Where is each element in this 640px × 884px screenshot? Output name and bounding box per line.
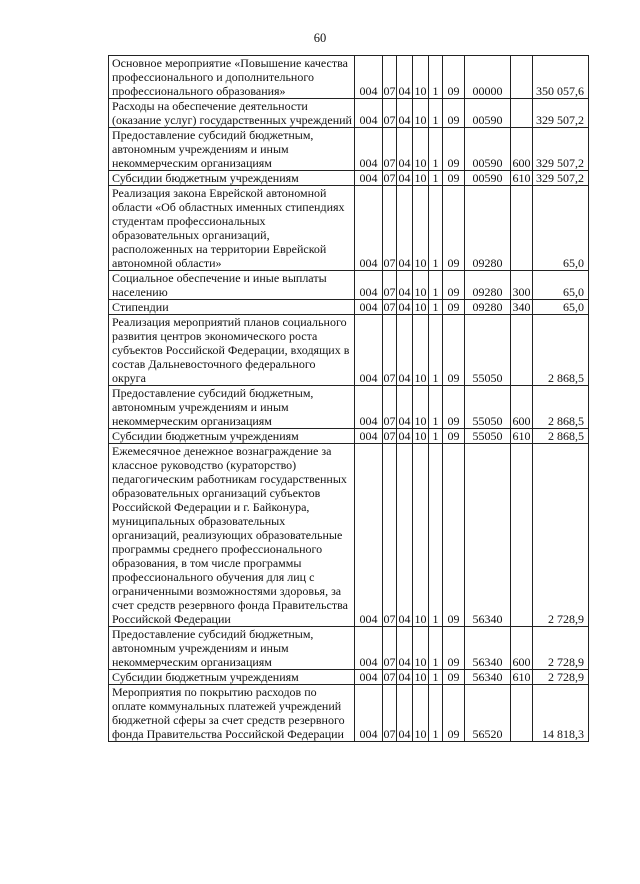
event-code: 09 (443, 300, 465, 315)
rz-code: 07 (383, 171, 396, 185)
row-name: Мероприятия по покрытию расходов по оплате коммунальных платежей учреждений бюджетной сферы за счет средств резервного фонда Правительства Российской Федерации (109, 685, 355, 742)
table-row (109, 271, 589, 300)
program-code: 10 (414, 171, 427, 185)
rz-code: 07 (383, 300, 396, 314)
row-name: Предоставление субсидий бюджетным, автономным учреждениям и иным некоммерческим организациям (109, 386, 355, 429)
rz-code: 07 (383, 444, 397, 627)
amount: 2 868,5 (533, 315, 589, 386)
direction-code: 00590 (465, 171, 511, 186)
amount: 2 868,5 (533, 429, 589, 444)
table-row (109, 99, 589, 128)
program-code: 10 (414, 670, 427, 684)
ved-code: 004 (355, 429, 383, 444)
pr-code: 04 (397, 186, 413, 271)
rz-code: 07 (383, 271, 397, 300)
program-code: 10 (414, 300, 427, 314)
row-name: Реализация мероприятий планов социального развития центров экономического роста субъектов Российской Федерации, входящих в состав Дальневосточного федерального округа (109, 315, 355, 386)
vr-code (511, 444, 533, 627)
event-code: 09 (443, 171, 465, 186)
amount: 329 507,2 (533, 171, 589, 186)
row-name: Социальное обеспечение и иные выплаты населению (109, 271, 355, 300)
subprogram-code: 1 (429, 386, 443, 429)
row-name: Субсидии бюджетным учреждениям (109, 429, 355, 444)
ved-code: 004 (355, 271, 383, 300)
direction-code: 00590 (465, 99, 511, 128)
event-code: 09 (443, 429, 465, 444)
pr-code: 04 (397, 128, 413, 171)
rz-code: 07 (383, 627, 397, 670)
ved-code: 004 (355, 99, 383, 128)
program-code: 10 (414, 429, 427, 443)
program-code: 10 (413, 444, 429, 627)
subprogram-code: 1 (429, 429, 443, 444)
subprogram-code: 1 (429, 685, 443, 742)
table-row (109, 685, 589, 742)
table-row (109, 444, 589, 627)
program-code: 10 (413, 271, 429, 300)
pr-code: 04 (397, 99, 413, 128)
ved-code: 004 (355, 171, 383, 186)
vr-code (511, 99, 533, 128)
vr-code: 610 (512, 429, 531, 443)
amount: 2 728,9 (533, 670, 589, 685)
vr-code (511, 685, 533, 742)
direction-code: 09280 (465, 271, 511, 300)
amount: 2 868,5 (533, 386, 589, 429)
pr-code: 04 (398, 429, 411, 443)
rz-code: 07 (383, 186, 397, 271)
program-code: 10 (413, 56, 429, 99)
row-name: Стипендии (109, 300, 355, 315)
vr-code: 600 (511, 128, 533, 171)
table-row (109, 171, 589, 186)
vr-code: 610 (512, 171, 531, 185)
ved-code: 004 (355, 300, 383, 315)
amount: 329 507,2 (533, 99, 589, 128)
ved-code: 004 (355, 315, 383, 386)
amount: 350 057,6 (533, 56, 589, 99)
row-name: Субсидии бюджетным учреждениям (109, 171, 355, 186)
event-code: 09 (443, 386, 465, 429)
event-code: 09 (443, 685, 465, 742)
vr-code (511, 315, 533, 386)
row-name: Расходы на обеспечение деятельности (оказание услуг) государственных учреждений (109, 99, 355, 128)
pr-code: 04 (397, 271, 413, 300)
program-code: 10 (413, 386, 429, 429)
row-name: Ежемесячное денежное вознаграждение за классное руководство (кураторство) педагогическим работникам государственных образовательных организаций субъектов Российской Федерации и г. Байконура, муниципальных образовательных организаций, реализующих образовательные программы среднего профессионального образования, в том числе программы профессионального обучения для лиц с ограниченными возможностями здоровья, за счет средств резервного фонда Правительства Российской Федерации (109, 444, 355, 627)
direction-code: 56340 (465, 627, 511, 670)
pr-code: 04 (397, 444, 413, 627)
direction-code: 55050 (465, 429, 511, 444)
subprogram-code: 1 (429, 444, 443, 627)
ved-code: 004 (355, 444, 383, 627)
pr-code: 04 (397, 56, 413, 99)
table-row (109, 429, 589, 444)
subprogram-code: 1 (429, 56, 443, 99)
pr-code: 04 (398, 300, 411, 314)
event-code: 09 (443, 444, 465, 627)
vr-code (511, 56, 533, 99)
event-code: 09 (443, 128, 465, 171)
vr-code (511, 186, 533, 271)
direction-code: 56340 (465, 444, 511, 627)
subprogram-code: 1 (429, 300, 443, 315)
subprogram-code: 1 (429, 171, 443, 186)
subprogram-code: 1 (429, 186, 443, 271)
ved-code: 004 (355, 186, 383, 271)
event-code: 09 (443, 186, 465, 271)
table-row (109, 128, 589, 171)
row-name: Предоставление субсидий бюджетным, автономным учреждениям и иным некоммерческим организациям (109, 128, 355, 171)
table-row (109, 300, 589, 315)
vr-code: 600 (511, 386, 533, 429)
pr-code: 04 (397, 386, 413, 429)
table-row (109, 186, 589, 271)
subprogram-code: 1 (429, 315, 443, 386)
amount: 65,0 (533, 186, 589, 271)
direction-code: 09280 (465, 300, 511, 315)
table-row (109, 315, 589, 386)
table-row (109, 670, 589, 685)
subprogram-code: 1 (429, 670, 443, 685)
table-row (109, 386, 589, 429)
program-code: 10 (413, 128, 429, 171)
rz-code: 07 (383, 56, 397, 99)
rz-code: 07 (383, 99, 397, 128)
pr-code: 04 (398, 670, 411, 684)
direction-code: 56340 (465, 670, 511, 685)
row-name: Основное мероприятие «Повышение качества профессионального и дополнительного профессионального образования» (109, 56, 355, 99)
ved-code: 004 (355, 685, 383, 742)
ved-code: 004 (355, 128, 383, 171)
table-row (109, 627, 589, 670)
pr-code: 04 (397, 685, 413, 742)
event-code: 09 (443, 627, 465, 670)
pr-code: 04 (397, 315, 413, 386)
program-code: 10 (413, 186, 429, 271)
amount: 329 507,2 (533, 128, 589, 171)
amount: 65,0 (533, 271, 589, 300)
rz-code: 07 (383, 685, 397, 742)
amount: 2 728,9 (533, 444, 589, 627)
vr-code: 300 (511, 271, 533, 300)
subprogram-code: 1 (429, 627, 443, 670)
event-code: 09 (443, 315, 465, 386)
event-code: 09 (443, 670, 465, 685)
direction-code: 56520 (465, 685, 511, 742)
direction-code: 55050 (465, 315, 511, 386)
rz-code: 07 (383, 386, 397, 429)
rz-code: 07 (383, 315, 397, 386)
ved-code: 004 (355, 386, 383, 429)
row-name: Предоставление субсидий бюджетным, автономным учреждениям и иным некоммерческим организациям (109, 627, 355, 670)
rz-code: 07 (383, 429, 396, 443)
ved-code: 004 (355, 670, 383, 685)
event-code: 09 (443, 56, 465, 99)
pr-code: 04 (397, 627, 413, 670)
subprogram-code: 1 (429, 128, 443, 171)
vr-code: 600 (511, 627, 533, 670)
event-code: 09 (443, 271, 465, 300)
program-code: 10 (413, 627, 429, 670)
vr-code: 340 (512, 300, 531, 314)
amount: 2 728,9 (533, 627, 589, 670)
pr-code: 04 (398, 171, 411, 185)
row-name: Субсидии бюджетным учреждениям (109, 670, 355, 685)
rz-code: 07 (383, 128, 397, 171)
direction-code: 55050 (465, 386, 511, 429)
direction-code: 00000 (465, 56, 511, 99)
ved-code: 004 (355, 627, 383, 670)
budget-table (108, 55, 589, 742)
ved-code: 004 (355, 56, 383, 99)
subprogram-code: 1 (429, 99, 443, 128)
event-code: 09 (443, 99, 465, 128)
vr-code: 610 (512, 670, 531, 684)
row-name: Реализация закона Еврейской автономной области «Об областных именных стипендиях студентам профессиональных образовательных организаций, расположенных на территории Еврейской автономной области» (109, 186, 355, 271)
program-code: 10 (413, 315, 429, 386)
amount: 65,0 (533, 300, 589, 315)
subprogram-code: 1 (429, 271, 443, 300)
direction-code: 09280 (465, 186, 511, 271)
amount: 14 818,3 (533, 685, 589, 742)
page-number: 60 (313, 31, 327, 45)
program-code: 10 (413, 685, 429, 742)
direction-code: 00590 (465, 128, 511, 171)
table-row (109, 56, 589, 99)
rz-code: 07 (383, 670, 396, 684)
program-code: 10 (413, 99, 429, 128)
